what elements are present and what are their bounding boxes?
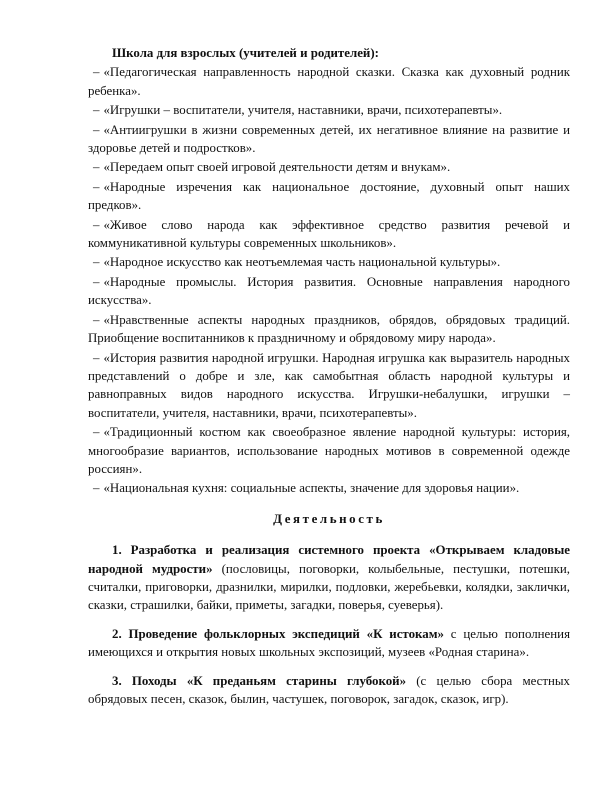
topic-dash: – <box>93 481 100 496</box>
topic-dash: – <box>93 122 100 137</box>
topic-item <box>88 349 570 423</box>
topic-dash: – <box>93 274 100 289</box>
topic-item <box>88 216 570 253</box>
activity-item <box>88 625 570 662</box>
activity-item <box>88 672 570 709</box>
topic-text: «Антиигрушки в жизни современных детей, их негативное влияние на развитие и здоровье детей и подростков». <box>88 122 570 156</box>
topic-dash: – <box>93 217 100 232</box>
activity-title: 2. Проведение фольклорных экспедиций «К истокам» <box>112 626 444 641</box>
topic-dash: – <box>93 425 100 440</box>
document-page <box>88 44 570 718</box>
topic-dash: – <box>93 160 100 175</box>
topic-text: «Национальная кухня: социальные аспекты, значение для здоровья нации». <box>103 481 520 496</box>
topic-item <box>88 253 570 271</box>
topic-dash: – <box>93 179 100 194</box>
topic-dash: – <box>93 350 100 365</box>
school-title: Школа для взрослых (учителей и родителей): <box>112 46 379 60</box>
topic-text: «Народные промыслы. История развития. Основные направления народного искусства». <box>88 274 570 308</box>
topic-text: «Нравственные аспекты народных праздников, обрядов, обрядовых традиций. Приобщение воспитанников к праздничному и обрядовому миру народа». <box>88 312 570 346</box>
topic-text: «Живое слово народа как эффективное средство развития речевой и коммуникативной культуры современных школьников». <box>88 217 570 251</box>
topic-dash: – <box>93 312 100 327</box>
topic-text: «Традиционный костюм как своеобразное явление народной культуры: история, многообразие вариантов, использование народных мотивов в современной одежде россиян». <box>88 425 570 476</box>
topic-text: «Педагогическая направленность народной сказки. Сказка как духовный родник ребенка». <box>88 65 570 98</box>
topic-item <box>88 63 570 100</box>
activity-item <box>88 541 570 615</box>
topic-text: «История развития народной игрушки. Народная игрушка как выразитель народных представлений о добре и зле, как самобытная область народной культуры и равноправных видов народного искусства. Игрушки-небалушки, игрушки – воспитатели, учителя, наставники, врачи, психотерапевты». <box>88 350 570 420</box>
topic-item <box>88 178 570 215</box>
topic-dash: – <box>93 65 100 80</box>
topic-item <box>88 311 570 348</box>
topic-dash: – <box>93 103 100 118</box>
activity-list <box>88 541 570 708</box>
activity-title: 3. Походы «К преданьям старины глубокой» <box>112 673 407 688</box>
topic-item <box>88 101 570 119</box>
topic-dash: – <box>93 255 100 270</box>
activity-description: (пословицы, поговорки, колыбельные, пестушки, потешки, считалки, приговорки, дразнилки, мирилки, подловки, жеребьевки, колядки, заклички, сказки, страшилки, байки, приметы, загадки, поверья, суеверья). <box>88 561 570 613</box>
topic-item <box>88 479 570 497</box>
activity-description: (с целью сбора местных обрядовых песен, сказок, былин, частушек, поговорок, загадок, сказок, игр). <box>88 673 570 706</box>
topic-text: «Народное искусство как неотъемлемая часть национальной культуры». <box>103 255 501 270</box>
topic-text: «Передаем опыт своей игровой деятельности детям и внукам». <box>103 160 451 175</box>
activity-title: 1. Разработка и реализация системного проекта «Открываем кладовые народной мудрости» <box>88 543 570 576</box>
topic-item <box>88 158 570 176</box>
topic-text: «Игрушки – воспитатели, учителя, наставники, врачи, психотерапевты». <box>103 103 503 118</box>
topic-text: «Народные изречения как национальное достояние, духовный опыт наших предков». <box>88 179 570 213</box>
activity-description: с целью пополнения имеющихся и открытия новых школьных экспозиций, музеев «Родная старина». <box>88 626 570 660</box>
topic-item <box>88 273 570 310</box>
activity-heading: Деятельность <box>273 511 385 526</box>
topic-item <box>88 423 570 478</box>
topic-item <box>88 121 570 158</box>
topic-list <box>88 63 570 497</box>
